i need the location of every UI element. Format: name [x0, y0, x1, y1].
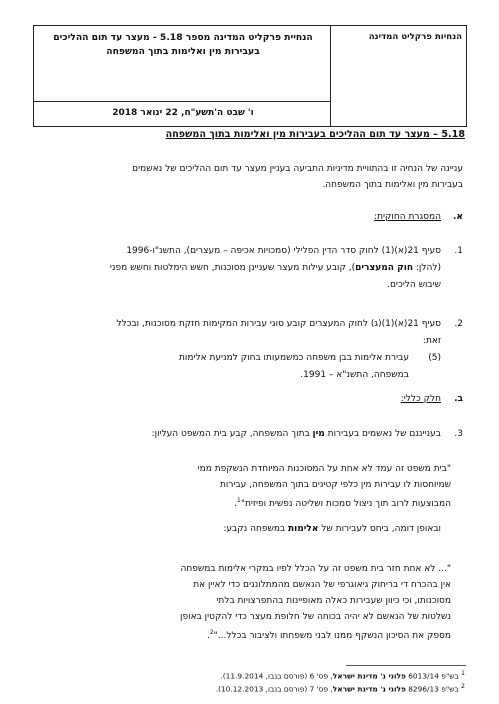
item2-quote-line1: עבירת אלימות בבן משפחה כמשמעותו בחוק למניעת אלימות — [179, 353, 409, 363]
quote2-line3: מסוכנותו, וכי כיוון שעבירות כאלה מאופיינות בהתפרצויות בלתי — [216, 596, 451, 606]
item2-line1: סעיף 21(א)(1)(ג) לחוק המעצרים קובע סוגי עבירות המקימות חזקת מסוכנות, ובכלל — [116, 319, 441, 329]
item3-lead-bold: מין — [312, 429, 325, 439]
footnote-1-pre: בש"פ 6013/14 — [405, 671, 459, 681]
footnote-1-case: פלוני נ' מדינת ישראל — [332, 671, 406, 681]
intro-line1: עניינה של הנחיה זו בהתוויית מדיניות התביעה בעניין מעצר עד תום ההליכים של נאשמים — [132, 164, 463, 174]
footnote-1 — [220, 670, 465, 680]
footnote-2-number: 2 — [461, 683, 465, 690]
item1-line1: סעיף 21(א)(1) לחוק סדר הדין הפלילי (סמכויות אכיפה – מעצרים), התשנ"ו-1996 — [126, 246, 441, 256]
item3-lead-pre: בענייננם של נאשמים בעבירות — [324, 429, 441, 439]
footnote-2-post: , פס' 7 (פורסם בנבו, 10.12.2013). — [215, 684, 333, 694]
header-title-line1: הנחיית פרקליט המדינה מספר 5.18 - מעצר עד תום ההליכים — [53, 32, 313, 43]
item3-lead — [31, 426, 441, 442]
section-b-heading: חלק כללי: — [400, 394, 441, 404]
footnote-1-post: , פס' 6 (פורסם בנבו, 11.9.2014). — [220, 671, 333, 681]
intro-line2: בעבירות מין ואלימות בתוך המשפחה. — [322, 180, 463, 190]
footnote-separator — [346, 665, 466, 666]
quote2-line5-text: מספק את הסיכון הנשקף ממנו לבני משפחתו ולציבור בכלל..." — [213, 631, 451, 641]
footnote-2-pre: בש"פ 8296/13 — [405, 684, 459, 694]
item1-line2 — [31, 260, 441, 276]
item1-line2-bold: חוק המעצרים — [355, 263, 414, 273]
item3-lead2-bold: אלימות — [288, 524, 319, 534]
item1-line2-post: ), קובע עילות מעצר שעניינן מסוכנות, חשש הימלטות וחשש מפני — [109, 263, 356, 273]
header-divider-horizontal — [34, 101, 330, 102]
item3-lead2-post: במשפחה נקבע: — [223, 524, 289, 534]
item2-quote-line2: במשפחה, התשנ"א – 1991. — [300, 370, 409, 380]
item3-number: 3. — [454, 429, 463, 439]
quote1-line2: שמיוחסות לו עבירות מין כלפי קטינים בתוך המשפחה, עבירות — [219, 480, 451, 490]
footnote-ref-1: 1 — [237, 497, 241, 504]
quote1-line1: "בית משפט זה עמד לא אחת על המסוכנות המיוחדת הנשקפת ממי — [197, 464, 451, 474]
item3-lead2-pre: ובאופן דומה, ביחס לעבירות של — [318, 524, 441, 534]
footnote-1-number: 1 — [461, 670, 465, 677]
quote1-line3-text: המבוצעות לרוב תוך ניצול סמכות ושליטה נפשית ופיזית" — [240, 499, 451, 509]
header-date: ו' שבט ה'תשע"ח, 22 ינואר 2018 — [112, 108, 254, 118]
item3-lead2 — [31, 521, 441, 537]
footnote-2-case: פלוני נ' מדינת ישראל — [332, 684, 406, 694]
item1-line2-pre: (להלן: — [413, 263, 441, 273]
footnote-2 — [216, 683, 465, 693]
section-title: 5.18 – מעצר עד תום ההליכים בעבירות מין ואלימות בתוך המשפחה — [165, 129, 465, 140]
section-a-letter: א. — [453, 212, 463, 222]
header-divider-vertical — [330, 26, 331, 126]
item2-quote-number: (5) — [428, 353, 441, 363]
header-org-label: הנחיות פרקליט המדינה — [368, 32, 462, 42]
header-title — [40, 31, 326, 59]
quote2-line4: נשלטות של הנאשם לא יהיה בכוחה של חלופת מעצר כדי להקטין באופן — [180, 612, 451, 622]
footnote-ref-2: 2 — [209, 629, 214, 636]
section-a-heading: המסגרת החוקית: — [374, 212, 441, 222]
header-title-line2: בעבירות מין ואלימות בתוך המשפחה — [106, 46, 260, 57]
section-b-letter: ב. — [454, 394, 463, 404]
item1-line3: שיבוש הליכים. — [387, 280, 441, 290]
quote2-line1: "... לא אחת חזר בית משפט זה על הכלל לפיו במקרי אלימות במשפחה — [180, 564, 451, 574]
quote1-line3: המבוצעות לרוב תוך ניצול סמכות ושליטה נפשית ופיזית"$^1$. — [234, 497, 451, 509]
item3-lead-post: בתוך המשפחה, קבע בית המשפט העליון: — [151, 429, 313, 439]
item1-number: 1. — [454, 246, 463, 256]
item2-number: 2. — [454, 319, 463, 329]
header-table — [33, 25, 467, 127]
quote2-line5: מספק את הסיכון הנשקף ממנו לבני משפחתו ולציבור בכלל..."$^2$. — [206, 629, 451, 641]
item2-line2: זאת: — [422, 336, 441, 346]
quote2-line2: אין בהכרח די בריחוק גיאוגרפי של הנאשם מהמתלוננים כדי לאיין את — [193, 580, 451, 590]
